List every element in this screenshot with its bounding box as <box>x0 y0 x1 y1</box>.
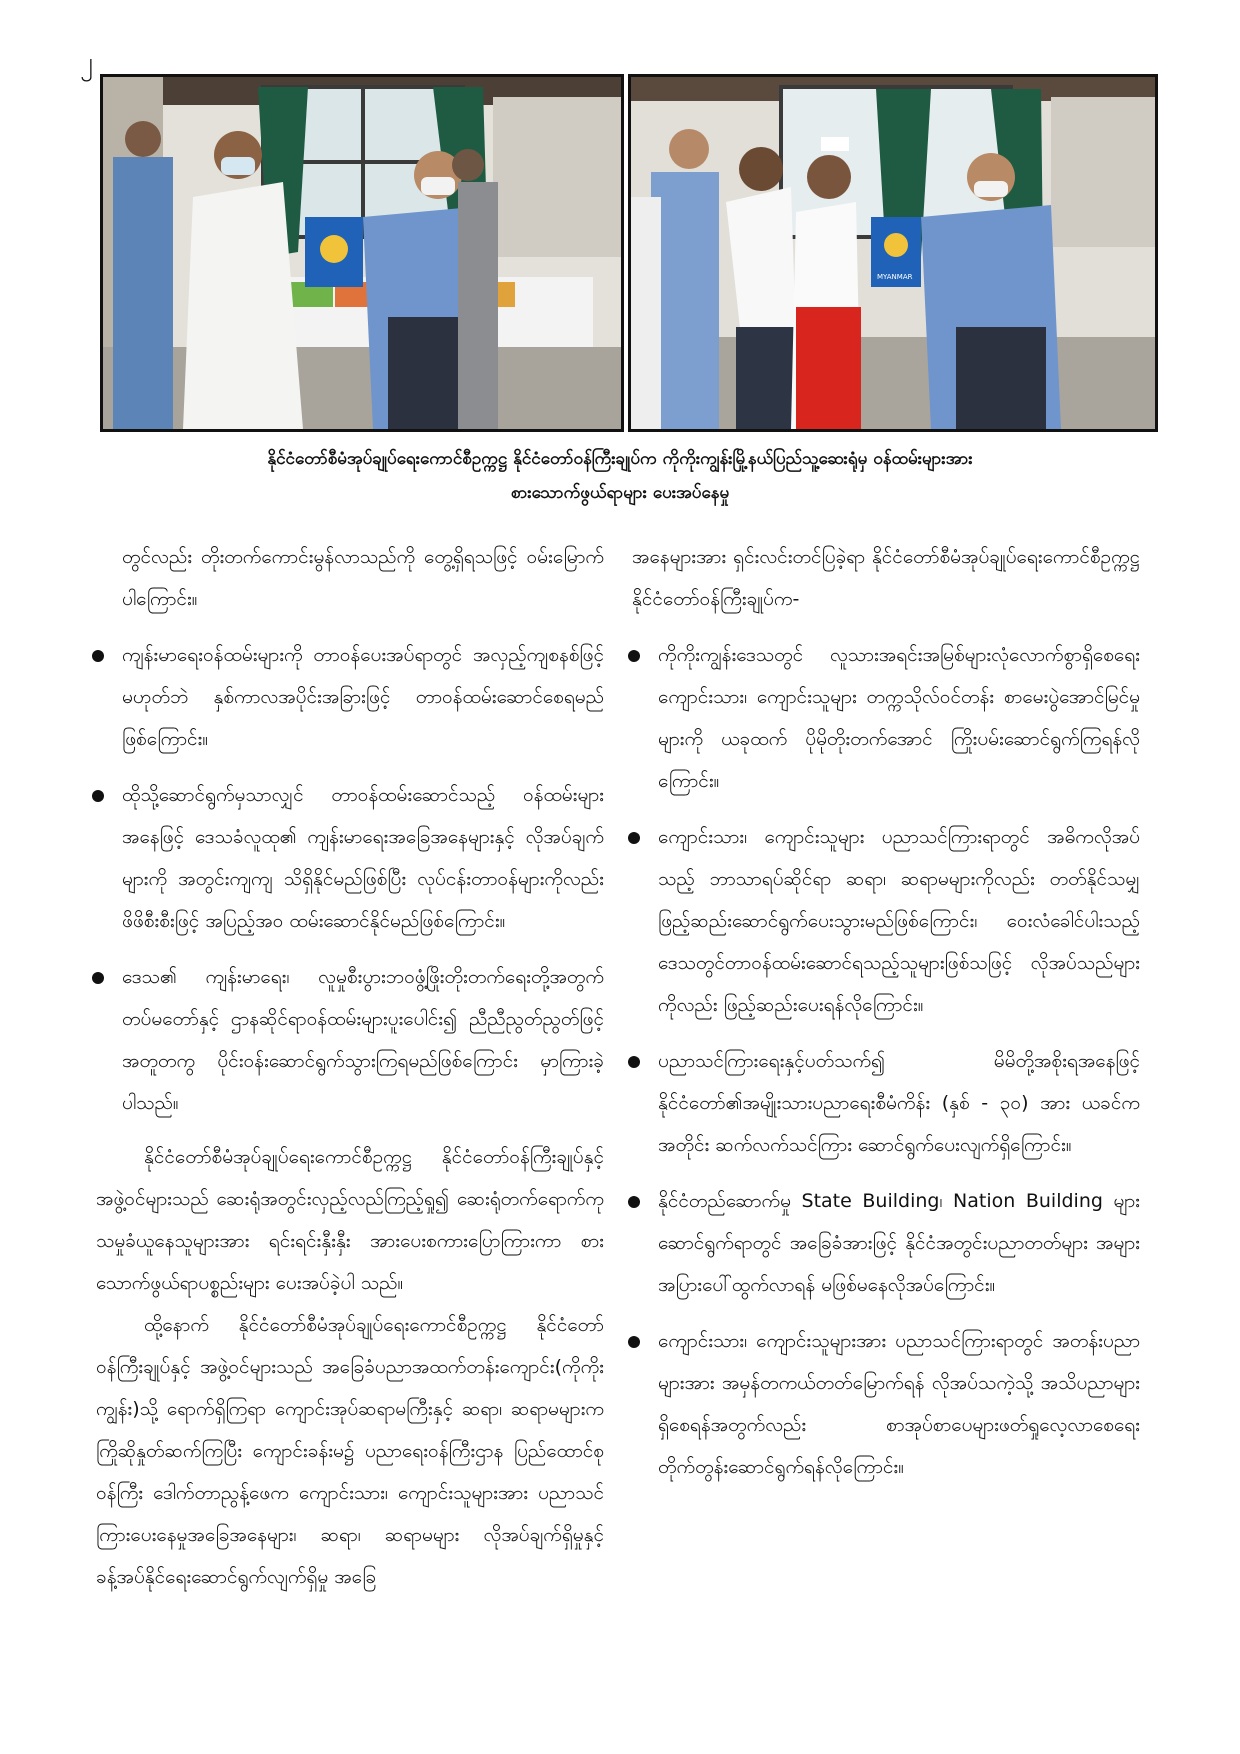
right-bullet-text: နိုင်ငံတည်ဆောက်မှု State Building၊ Nation Building များဆောင်ရွက်ရာတွင် အခြေခံအားဖြင့် နိုင်ငံအတွင်းပညာတတ်များ အများအပြားပေါ်ထွက်လာရန် မဖြစ်မနေလိုအပ်ကြောင်း။ <box>658 1190 1140 1296</box>
right-bullet-text: ကျောင်းသား၊ ကျောင်းသူများအား ပညာသင်ကြားရာတွင် အတန်းပညာများအား အမှန်တကယ်တတ်မြောက်ရန် လိုအပ်သကဲ့သို့ အသိပညာများရှိစေရန်အတွက်လည်း စာအုပ်စာပေများဖတ်ရှုလေ့လာစေရေး တိုက်တွန်းဆောင်ရွက်ရန်လိုကြောင်း။ <box>658 1330 1140 1478</box>
right-bullet-item <box>632 634 1140 802</box>
right-bullet-item <box>632 816 1140 1026</box>
photo-caption <box>120 442 1120 510</box>
left-paragraph-hospital-visit: နိုင်ငံတော်စီမံအုပ်ချုပ်ရေးကောင်စီဥက္ကဋ္ဌ နိုင်ငံတော်ဝန်ကြီးချုပ်နှင့် အဖွဲ့ဝင်များသည် ဆေးရုံအတွင်းလှည့်လည်ကြည့်ရှု၍ ဆေးရုံတက်ရောက်ကုသမှုခံယူနေသူများအား ရင်းရင်းနှီးနှီး အားပေးစကားပြောကြားကာ စားသောက်ဖွယ်ရာပစ္စည်းများ ပေးအပ်ခဲ့ပါ သည်။ <box>96 1146 604 1294</box>
right-bullet-item <box>632 1320 1140 1488</box>
left-paragraph-school-visit: ထို့နောက် နိုင်ငံတော်စီမံအုပ်ချုပ်ရေးကောင်စီဥက္ကဋ္ဌ နိုင်ငံတော်ဝန်ကြီးချုပ်နှင့် အဖွဲ့ဝင်များသည် အခြေခံပညာအထက်တန်းကျောင်း(ကိုကိုးကျွန်း)သို့ ရောက်ရှိကြရာ ကျောင်းအုပ်ဆရာမကြီးနှင့် ဆရာ၊ ဆရာမများက ကြိုဆိုနှုတ်ဆက်ကြပြီး ကျောင်းခန်းမ၌ ပညာရေးဝန်ကြီးဌာန ပြည်ထောင်စုဝန်ကြီး ဒေါက်တာညွန့်ဖေက ကျောင်းသား၊ ကျောင်းသူများအား ပညာသင်ကြားပေးနေမှုအခြေအနေများ၊ ဆရာ၊ ဆရာမများ လိုအပ်ချက်ရှိမှုနှင့် ခန့်အပ်နိုင်ရေးဆောင်ရွက်လျက်ရှိမှု အခြေ <box>96 1314 604 1588</box>
bullet-icon <box>628 1336 640 1348</box>
bag-label: MYANMAR <box>877 273 913 281</box>
bullet-icon <box>628 650 640 662</box>
right-bullet-item <box>632 1180 1140 1306</box>
left-bullet-item <box>96 634 604 760</box>
right-intro-paragraph: အနေများအား ရှင်းလင်းတင်ပြခဲ့ရာ နိုင်ငံတော်စီမံအုပ်ချုပ်ရေးကောင်စီဥက္ကဋ္ဌ နိုင်ငံတော်ဝန်ကြီးချုပ်က- <box>632 546 1140 610</box>
photo-row <box>100 74 1158 432</box>
page-number: ၂ <box>80 47 93 77</box>
right-bullet-text: ကိုကိုးကျွန်းဒေသတွင် လူသားအရင်းအမြစ်များလုံလောက်စွာရှိစေရေး ကျောင်းသား၊ ကျောင်းသူများ တက္ကသိုလ်ဝင်တန်း စာမေးပွဲအောင်မြင်မှုများကို ယခုထက် ပိုမိုတိုးတက်အောင် ကြိုးပမ်းဆောင်ရွက်ကြရန်လိုကြောင်း။ <box>658 644 1140 792</box>
left-intro-paragraph: တွင်လည်း တိုးတက်ကောင်းမွန်လာသည်ကို တွေ့ရှိရသဖြင့် ဝမ်းမြောက်ပါကြောင်း။ <box>122 546 604 610</box>
photo-presentation-to-nurses <box>628 74 1158 432</box>
caption-line-1: နိုင်ငံတော်စီမံအုပ်ချုပ်ရေးကောင်စီဥက္ကဋ္ဌ နိုင်ငံတော်ဝန်ကြီးချုပ်က ကိုကိုးကျွန်းမြို့နယ်ပြည်သူ့ဆေးရုံမှ ဝန်ထမ်းများအား <box>267 449 973 469</box>
right-bullet-text: ကျောင်းသား၊ ကျောင်းသူများ ပညာသင်ကြားရာတွင် အဓိကလိုအပ်သည့် ဘာသာရပ်ဆိုင်ရာ ဆရာ၊ ဆရာမများကိုလည်း တတ်နိုင်သမျှဖြည့်ဆည်းဆောင်ရွက်ပေးသွားမည်ဖြစ်ကြောင်း၊ ဝေးလံခေါင်ပါးသည့် ဒေသတွင်တာဝန်ထမ်းဆောင်ရသည့်သူများဖြစ်သဖြင့် လိုအပ်သည်များကိုလည်း ဖြည့်ဆည်းပေးရန်လိုကြောင်း။ <box>658 826 1140 1016</box>
photo-presentation-to-doctor <box>100 74 624 432</box>
bullet-icon <box>628 1196 640 1208</box>
left-bullet-text: ထိုသို့ဆောင်ရွက်မှသာလျှင် တာဝန်ထမ်းဆောင်သည့် ဝန်ထမ်းများအနေဖြင့် ဒေသခံလူထု၏ ကျန်းမာရေးအခြေအနေများနှင့် လိုအပ်ချက်များကို အတွင်းကျကျ သိရှိနိုင်မည်ဖြစ်ပြီး လုပ်ငန်းတာဝန်များကိုလည်း ဖိဖိစီးစီးဖြင့် အပြည့်အဝ ထမ်းဆောင်နိုင်မည်ဖြစ်ကြောင်း။ <box>122 784 604 932</box>
right-bullet-item <box>632 1040 1140 1166</box>
photo-2-illustration <box>631 77 1155 429</box>
right-column <box>632 536 1140 1500</box>
bullet-icon <box>628 832 640 844</box>
left-bullet-item <box>96 956 604 1124</box>
left-bullet-text: ဒေသ၏ ကျန်းမာရေး၊ လူမှုစီးပွားဘဝဖွံ့ဖြိုးတိုးတက်ရေးတို့အတွက် တပ်မတော်နှင့် ဌာနဆိုင်ရာဝန်ထမ်းများပူးပေါင်း၍ ညီညီညွတ်ညွတ်ဖြင့် အတူတကွ ပိုင်းဝန်းဆောင်ရွက်သွားကြရမည်ဖြစ်ကြောင်း မှာကြားခဲ့ပါသည်။ <box>122 966 604 1114</box>
right-bullet-text: ပညာသင်ကြားရေးနှင့်ပတ်သက်၍ မိမိတို့အစိုးရအနေဖြင့် နိုင်ငံတော်၏အမျိုးသားပညာရေးစီမံကိန်း (နှစ် - ၃၀) အား ယခင်ကအတိုင်း ဆက်လက်သင်ကြား ဆောင်ရွက်ပေးလျက်ရှိကြောင်း။ <box>658 1050 1140 1156</box>
bullet-icon <box>92 650 104 662</box>
bullet-icon <box>92 790 104 802</box>
left-bullet-list <box>96 634 604 1124</box>
right-bullet-list <box>632 634 1140 1488</box>
left-bullet-item <box>96 774 604 942</box>
left-column <box>96 536 604 1598</box>
caption-line-2: စားသောက်ဖွယ်ရာများ ပေးအပ်နေမှု <box>510 483 730 503</box>
photo-1-illustration <box>103 77 621 429</box>
bullet-icon <box>92 972 104 984</box>
left-bullet-text: ကျန်းမာရေးဝန်ထမ်းများကို တာဝန်ပေးအပ်ရာတွင် အလှည့်ကျစနစ်ဖြင့်မဟုတ်ဘဲ နှစ်ကာလအပိုင်းအခြားဖြင့် တာဝန်ထမ်းဆောင်စေရမည်ဖြစ်ကြောင်း။ <box>122 644 604 750</box>
bullet-icon <box>628 1056 640 1068</box>
